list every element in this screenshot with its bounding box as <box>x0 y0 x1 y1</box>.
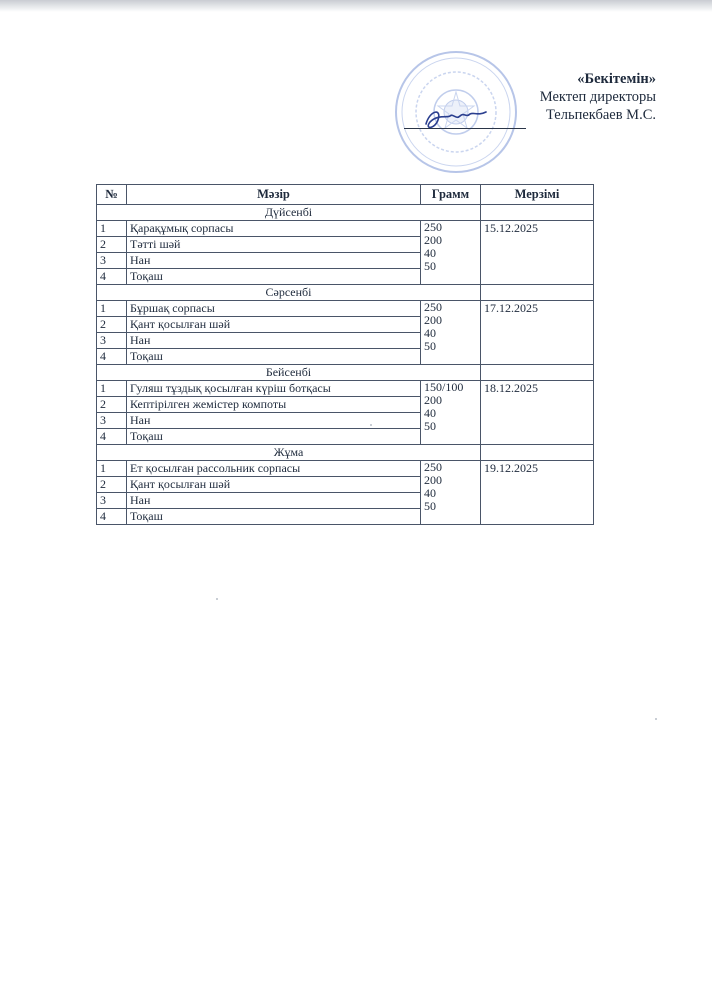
item-grams: 200 <box>424 473 442 487</box>
item-number: 4 <box>97 269 127 285</box>
table-row <box>97 301 594 317</box>
day-row <box>97 285 594 301</box>
grams-cell <box>421 381 481 445</box>
item-grams: 150/100 <box>424 380 464 394</box>
item-name: Қарақұмық сорпасы <box>127 221 421 237</box>
item-number: 3 <box>97 253 127 269</box>
item-number: 1 <box>97 221 127 237</box>
item-name: Тәтті шәй <box>127 237 421 253</box>
serving-date: 19.12.2025 <box>481 461 594 525</box>
approval-title: «Бекітемін» <box>577 71 656 87</box>
day-row <box>97 445 594 461</box>
day-name: Сәрсенбі <box>97 285 481 301</box>
scan-speck <box>655 718 657 720</box>
item-number: 1 <box>97 461 127 477</box>
item-grams: 50 <box>424 339 436 353</box>
header-number: № <box>97 185 127 205</box>
item-number: 4 <box>97 429 127 445</box>
item-grams: 250 <box>424 220 442 234</box>
day-name: Бейсенбі <box>97 365 481 381</box>
item-number: 2 <box>97 397 127 413</box>
item-grams: 40 <box>424 406 436 420</box>
day-name: Дүйсенбі <box>97 205 481 221</box>
director-position: Мектеп директоры <box>539 89 656 105</box>
serving-date: 15.12.2025 <box>481 221 594 285</box>
item-grams: 200 <box>424 233 442 247</box>
grams-cell <box>421 301 481 365</box>
item-number: 4 <box>97 349 127 365</box>
item-name: Тоқаш <box>127 429 421 445</box>
item-grams: 200 <box>424 313 442 327</box>
item-number: 4 <box>97 509 127 525</box>
item-name: Бұршақ сорпасы <box>127 301 421 317</box>
item-number: 2 <box>97 237 127 253</box>
menu-body <box>97 205 594 525</box>
item-name: Тоқаш <box>127 509 421 525</box>
item-number: 1 <box>97 301 127 317</box>
grams-cell <box>421 461 481 525</box>
signature-line <box>404 128 526 129</box>
item-name: Нан <box>127 413 421 429</box>
item-number: 3 <box>97 333 127 349</box>
item-grams: 40 <box>424 486 436 500</box>
item-number: 3 <box>97 493 127 509</box>
director-name: Тельпекбаев М.С. <box>545 107 656 123</box>
day-name: Жұма <box>97 445 481 461</box>
header-date: Мерзімі <box>481 185 594 205</box>
item-name: Кептірілген жемістер компоты <box>127 397 421 413</box>
header-grams: Грамм <box>421 185 481 205</box>
item-name: Тоқаш <box>127 349 421 365</box>
day-date-blank <box>481 205 594 221</box>
item-grams: 250 <box>424 300 442 314</box>
item-name: Нан <box>127 253 421 269</box>
day-row <box>97 365 594 381</box>
item-number: 2 <box>97 477 127 493</box>
grams-cell <box>421 221 481 285</box>
item-name: Нан <box>127 493 421 509</box>
item-grams: 40 <box>424 246 436 260</box>
item-grams: 50 <box>424 499 436 513</box>
item-name: Қант қосылған шәй <box>127 317 421 333</box>
scan-top-edge <box>0 0 712 12</box>
header-row <box>97 185 594 205</box>
approval-block <box>396 70 656 124</box>
table-row <box>97 381 594 397</box>
item-grams: 200 <box>424 393 442 407</box>
menu-table <box>96 184 594 525</box>
day-row <box>97 205 594 221</box>
serving-date: 17.12.2025 <box>481 301 594 365</box>
table-row <box>97 221 594 237</box>
item-name: Гуляш тұздық қосылған күріш ботқасы <box>127 381 421 397</box>
day-date-blank <box>481 445 594 461</box>
scan-speck <box>370 424 372 426</box>
item-name: Қант қосылған шәй <box>127 477 421 493</box>
item-number: 3 <box>97 413 127 429</box>
item-number: 1 <box>97 381 127 397</box>
day-date-blank <box>481 365 594 381</box>
table-row <box>97 461 594 477</box>
item-grams: 50 <box>424 419 436 433</box>
scan-speck <box>216 598 218 600</box>
item-name: Тоқаш <box>127 269 421 285</box>
item-grams: 50 <box>424 259 436 273</box>
serving-date: 18.12.2025 <box>481 381 594 445</box>
header-menu: Мәзір <box>127 185 421 205</box>
item-grams: 40 <box>424 326 436 340</box>
item-name: Ет қосылған рассольник сорпасы <box>127 461 421 477</box>
item-grams: 250 <box>424 460 442 474</box>
item-number: 2 <box>97 317 127 333</box>
item-name: Нан <box>127 333 421 349</box>
day-date-blank <box>481 285 594 301</box>
